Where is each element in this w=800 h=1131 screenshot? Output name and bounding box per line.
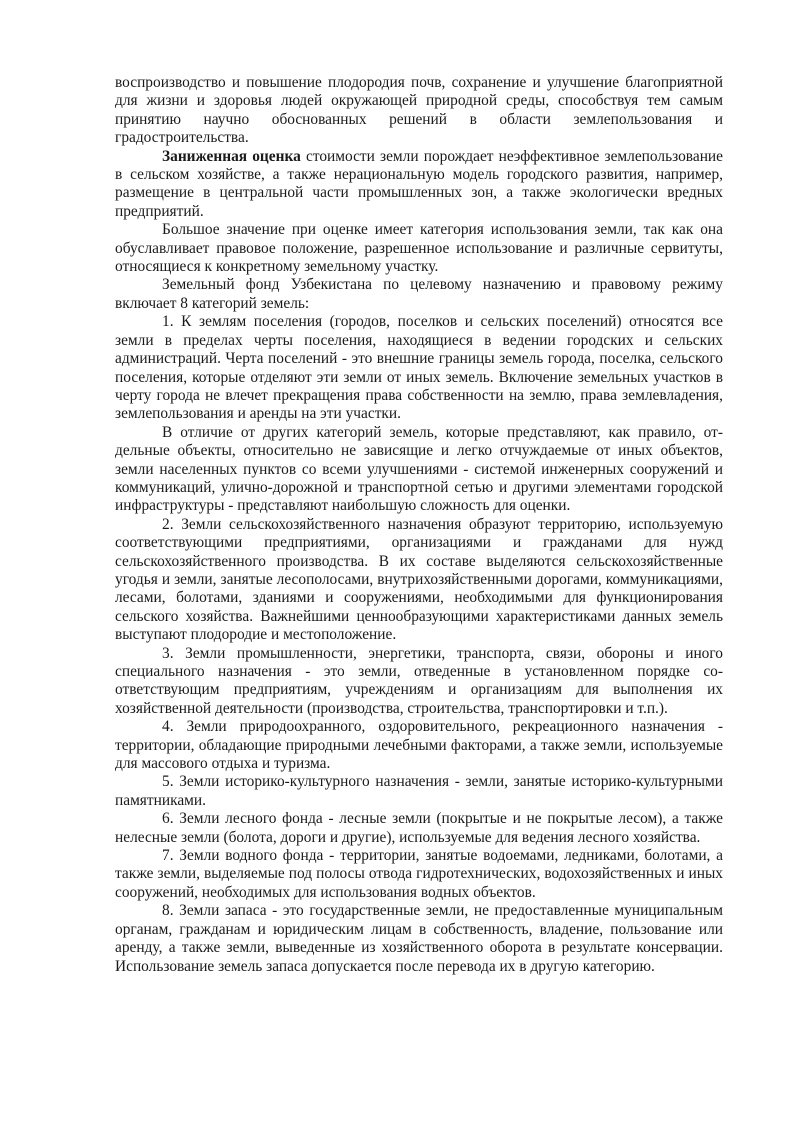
paragraph-land-fund: Земельный фонд Узбекистана по целевому назначению и правовому режиму включает 8 категорий земель:	[115, 276, 723, 312]
list-item-settlement-lands: 1. К землям поселения (городов, поселков и сельских поселений) относятся все земли в пределах черты поселения, находящиеся в ведении городских и сельских администраций. Черта поселений - это внешние границы земель города, поселка, сельского поселения, которые отделяют эти земли от иных земель. Включение земельных участков в черту города не влечет прекращения права собственности на землю, права землевладения, землепользования и аренды на эти участки.	[115, 313, 723, 423]
paragraph-settlement-lands-difference: В отличие от других категорий земель, которые представляют, как правило, отдельные объекты, относительно не зависящие и легко отчуждаемые от иных объектов, земли населенных пунктов со всеми улучшениями - системой инженерных сооружений и коммуникаций, улично-дорожной и транспортной сетью и другими элементами городской инфраструктуры - представляют наибольшую сложность для оценки.	[115, 423, 723, 515]
paragraph-underestimated-value	[115, 148, 723, 222]
document-page	[115, 74, 723, 976]
list-item-historical-cultural-lands: 5. Земли историко-культурного назначения - земли, занятые историко-культурными памятниками.	[115, 773, 723, 809]
list-item-forest-fund-lands: 6. Земли лесного фонда - лесные земли (покрытые и не покрытые лесом), а также нелесные земли (болота, дороги и другие), используемые для ведения лесного хозяйства.	[115, 810, 723, 846]
list-item-nature-protection-lands: 4. Земли природоохранного, оздоровительного, рекреационного назначения - территории, обладающие природными лечебными факторами, а также земли, используемые для массового отдыха и туризма.	[115, 718, 723, 773]
list-item-water-fund-lands: 7. Земли водного фонда - территории, занятые водоемами, ледниками, болотами, а также земли, выделяемые под полосы отвода гидротехнических, водохозяйственных и иных сооружений, необходимых для использования водных объектов.	[115, 847, 723, 901]
list-item-reserve-lands: 8. Земли запаса - это государственные земли, не предоставленные муниципальным органам, гражданам и юридическим лицам в собственность, владение, пользование или аренду, а также земли, выведенные из хозяйственного оборота в результате консервации. Использование земель запаса допускается после перевода их в другую категорию.	[115, 902, 723, 975]
paragraph-text: стоимости земли порождает неэффективное землепользование в сельском хозяйстве, а также нерациональную модель городского развития, например, размещение в центральной части промышленных зон, а также экологически вредных предприятий.	[115, 147, 723, 220]
bold-term: Заниженная оценка	[162, 147, 301, 165]
list-item-industrial-lands: 3. Земли промышленности, энергетики, транспорта, связи, обороны и иного специального назначения - это земли, отведенные в установленном порядке соответствующим предприятиям, учреждениям и организациям для выполнения их хозяйственной деятельности (производства, строительства, транспортировки и т.п.).	[115, 644, 723, 717]
paragraph-intro-continuation: воспроизводство и повышение плодородия почв, сохранение и улучшение благоприятной для жизни и здоровья людей окружающей природной среды, способствуя тем самым принятию научно обоснованных решений в области землепользования и градостроительства.	[115, 74, 723, 147]
list-item-agricultural-lands: 2. Земли сельскохозяйственного назначения образуют территорию, используемую соответствующими предприятиями, организациями и гражданами для нужд сельскохозяйственного производства. В их составе выделяются сельскохозяйственные угодья и земли, занятые лесополосами, внутрихозяйственными дорогами, коммуникациями, лесами, болотами, зданиями и сооружениями, необходимыми для функционирования сельского хозяйства. Важнейшими ценнообразующими характеристиками данных земель выступают плодородие и местоположение.	[115, 515, 723, 644]
paragraph-land-category-importance: Большое значение при оценке имеет категория использования земли, так как она обуславливает правовое положение, разрешенное использование и различные сервитуты, относящиеся к конкретному земельному участку.	[115, 221, 723, 276]
